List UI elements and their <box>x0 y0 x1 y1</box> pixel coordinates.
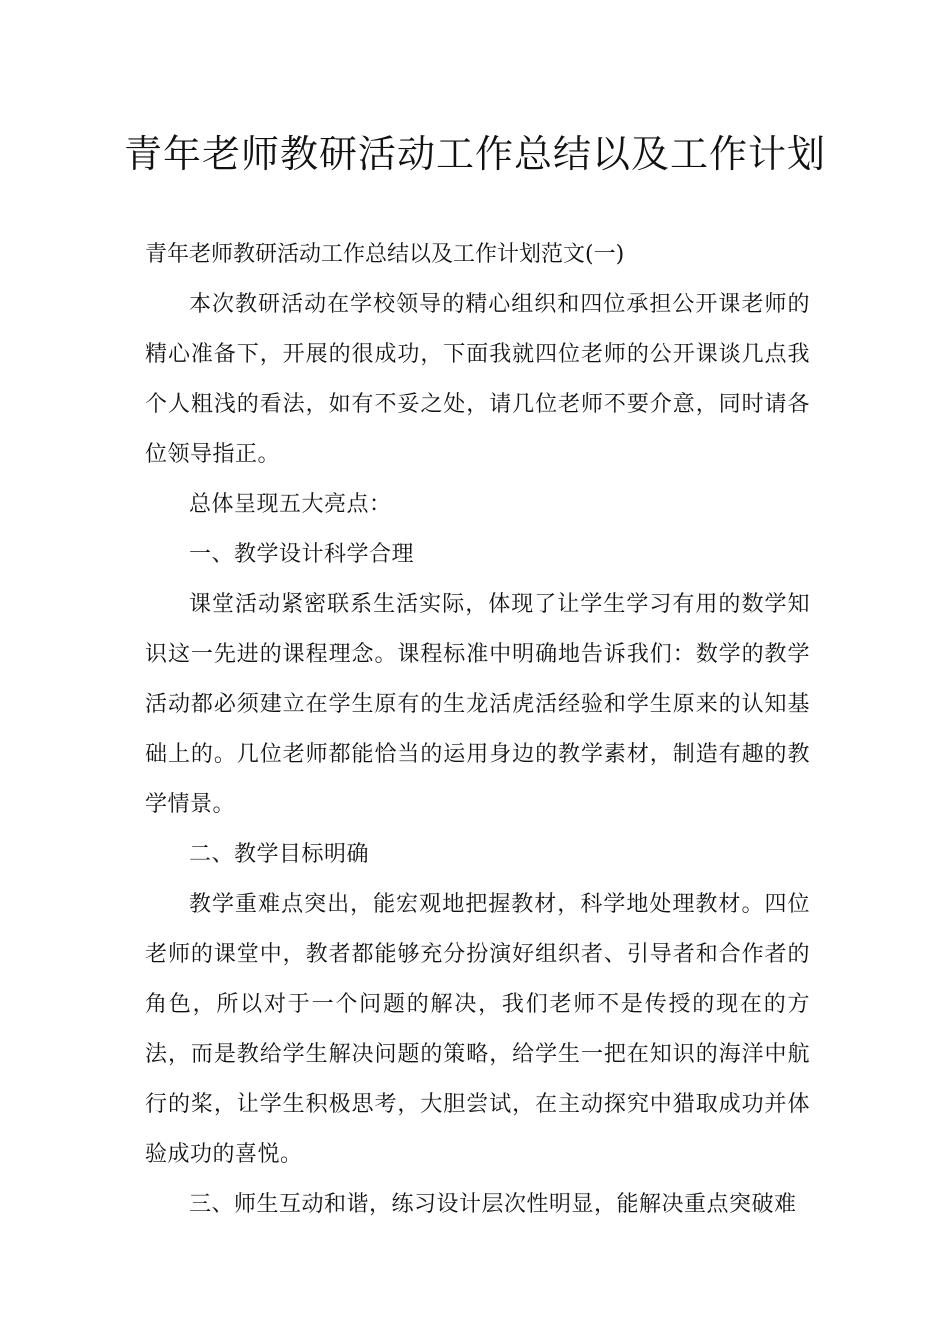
document-body <box>145 230 810 1230</box>
paragraph-section-2: 教学重难点突出，能宏观地把握教材，科学地处理教材。四位老师的课堂中，教者都能够充分扮演好组织者、引导者和合作者的角色，所以对于一个问题的解决，我们老师不是传授的现在的方法，而是教给学生解决问题的策略，给学生一把在知识的海洋中航行的桨，让学生积极思考，大胆尝试，在主动探究中猎取成功并体验成功的喜悦。 <box>145 892 810 1167</box>
paragraph-highlights-heading: 总体呈现五大亮点： <box>189 492 392 517</box>
paragraph-intro: 本次教研活动在学校领导的精心组织和四位承担公开课老师的精心准备下，开展的很成功，下面我就四位老师的公开课谈几点我个人粗浅的看法，如有不妥之处，请几位老师不要介意，同时请各位领导指正。 <box>145 292 810 467</box>
section-heading-3: 三、师生互动和谐，练习设计层次性明显，能解决重点突破难 <box>189 1192 797 1217</box>
paragraph-section-1: 课堂活动紧密联系生活实际，体现了让学生学习有用的数学知识这一先进的课程理念。课程标准中明确地告诉我们：数学的教学活动都必须建立在学生原有的生龙活虎活经验和学生原来的认知基础上的。几位老师都能恰当的运用身边的教学素材，制造有趣的教学情景。 <box>145 592 810 817</box>
section-heading-2: 二、教学目标明确 <box>189 842 370 867</box>
document-subtitle: 青年老师教研活动工作总结以及工作计划范文(一) <box>145 242 625 267</box>
document-title: 青年老师教研活动工作总结以及工作计划 <box>123 132 826 176</box>
section-heading-1: 一、教学设计科学合理 <box>189 542 415 567</box>
